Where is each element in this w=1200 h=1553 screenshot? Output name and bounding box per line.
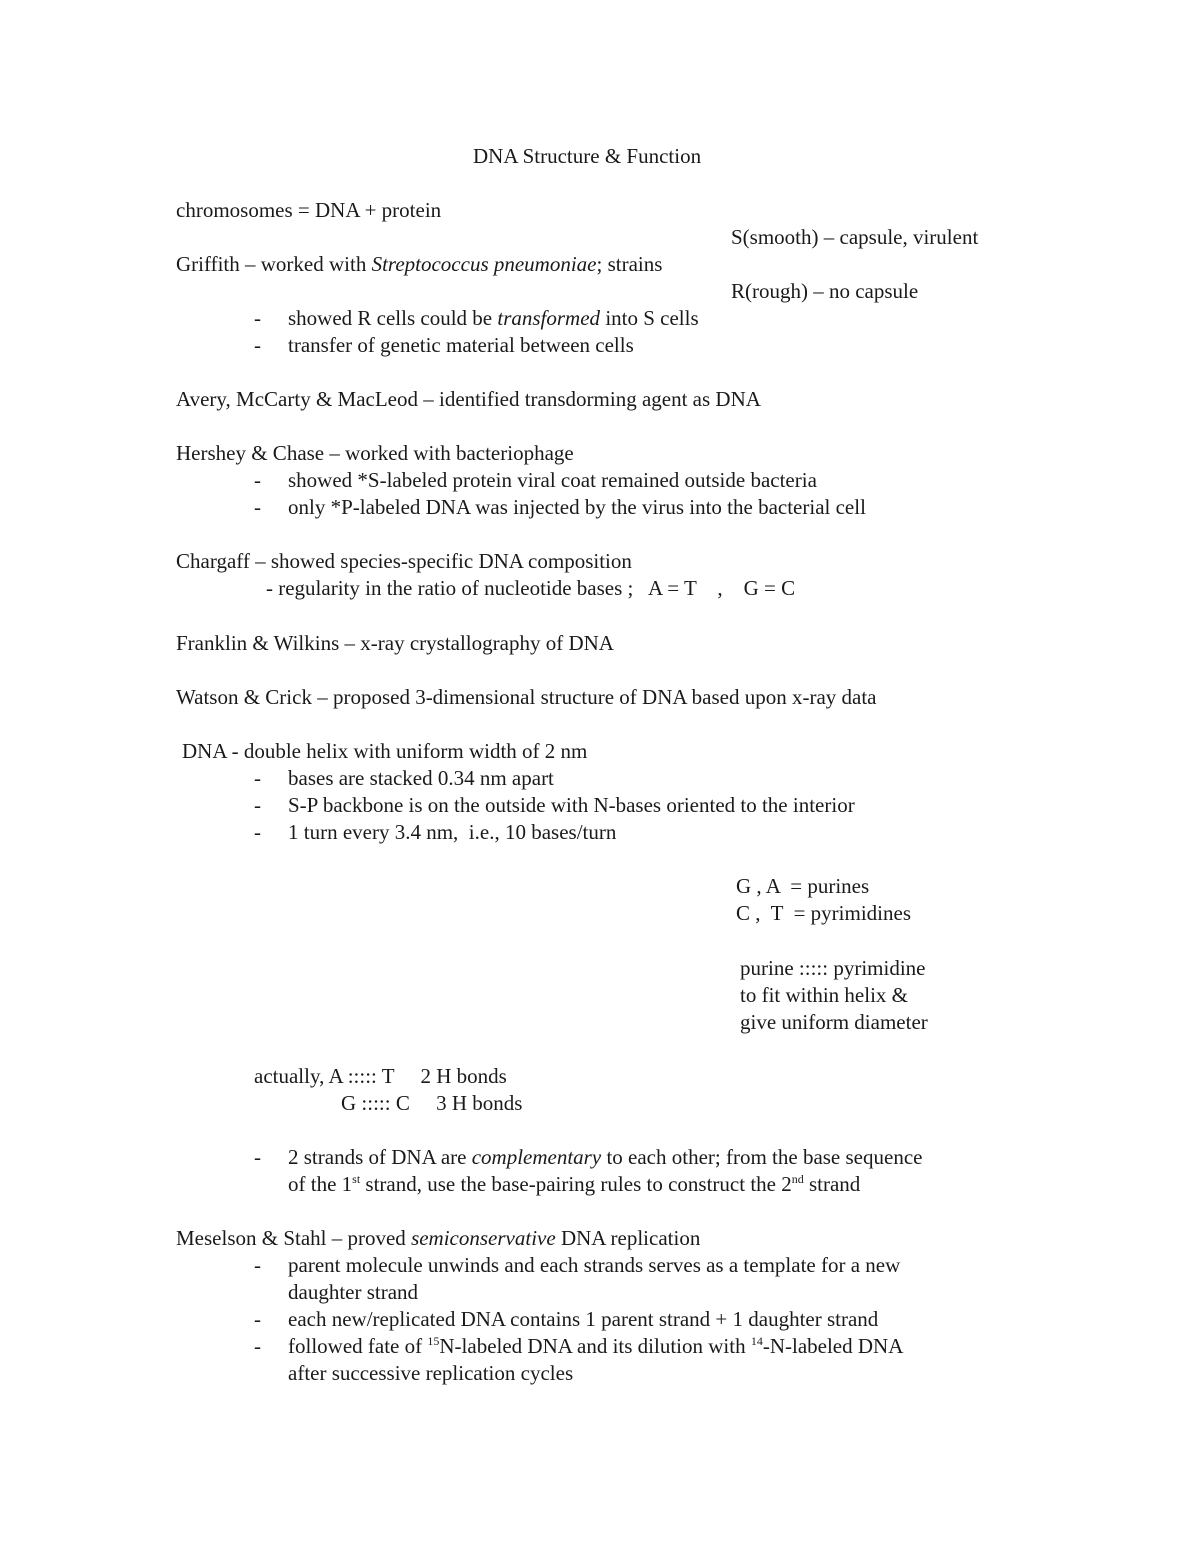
bullet-dash: -: [254, 1145, 261, 1169]
dna-bullet-2: S-P backbone is on the outside with N-bases oriented to the interior: [288, 793, 855, 817]
franklin-line: Franklin & Wilkins – x-ray crystallography of DNA: [176, 631, 614, 655]
bullet-dash: -: [254, 1334, 261, 1358]
hbonds-gc: G ::::: C 3 H bonds: [341, 1091, 523, 1115]
page-title: DNA Structure & Function: [473, 144, 702, 168]
meselson-bullet-1a: parent molecule unwinds and each strands serves as a template for a new: [288, 1253, 901, 1277]
griffith-bullet-2: transfer of genetic material between cells: [288, 333, 634, 357]
griffith-smooth-strain: S(smooth) – capsule, virulent: [731, 225, 979, 249]
meselson-heading: Meselson & Stahl – proved semiconservative DNA replication: [176, 1226, 701, 1250]
bullet-dash: -: [254, 766, 261, 790]
meselson-bullet-3a: followed fate of $^{15}$N-labeled DNA and its dilution with $^{14}$-N-labeled DNA: [288, 1334, 904, 1358]
species-name: Streptococcus pneumoniae: [371, 252, 597, 276]
bullet-dash: -: [254, 793, 261, 817]
bullet-dash: -: [254, 333, 261, 357]
pairing-note-3: give uniform diameter: [740, 1010, 928, 1034]
meselson-bullet-2: each new/replicated DNA contains 1 parent strand + 1 daughter strand: [288, 1307, 879, 1331]
bullet-dash: -: [254, 1253, 261, 1277]
bullet-dash: -: [254, 306, 261, 330]
pairing-note-1: purine ::::: pyrimidine: [740, 956, 926, 980]
complementary-line-1: 2 strands of DNA are complementary to each other; from the base sequence: [288, 1145, 923, 1169]
bullet-dash: -: [254, 495, 261, 519]
complementary-line-2: of the 1st strand, use the base-pairing rules to construct the 2nd strand: [288, 1172, 861, 1196]
bullet-dash: -: [254, 820, 261, 844]
griffith-bullet-1: showed R cells could be transformed into S cells: [288, 306, 699, 330]
dna-bullet-1: bases are stacked 0.34 nm apart: [288, 766, 554, 790]
dna-heading: DNA - double helix with uniform width of 2 nm: [182, 739, 588, 763]
dna-bullet-3: 1 turn every 3.4 nm, i.e., 10 bases/turn: [288, 820, 617, 844]
purines-line: G , A = purines: [736, 874, 870, 898]
meselson-bullet-1b: daughter strand: [288, 1280, 419, 1304]
pyrimidines-line: C , T = pyrimidines: [736, 901, 911, 925]
meselson-bullet-3b: after successive replication cycles: [288, 1361, 574, 1385]
chromosomes-line: chromosomes = DNA + protein: [176, 198, 442, 222]
bullet-dash: -: [254, 1307, 261, 1331]
chargaff-subline: - regularity in the ratio of nucleotide bases ; A = T , G = C: [266, 576, 796, 600]
hbonds-at: actually, A ::::: T 2 H bonds: [254, 1064, 507, 1088]
avery-line: Avery, McCarty & MacLeod – identified transdorming agent as DNA: [176, 387, 761, 411]
hershey-bullet-2: only *P-labeled DNA was injected by the virus into the bacterial cell: [288, 495, 866, 519]
chargaff-heading: Chargaff – showed species-specific DNA composition: [176, 549, 632, 573]
watson-line: Watson & Crick – proposed 3-dimensional structure of DNA based upon x-ray data: [176, 685, 877, 709]
pairing-note-2: to fit within helix &: [740, 983, 908, 1007]
griffith-heading: Griffith – worked with Streptococcus pneumoniae; strains: [176, 252, 663, 276]
hershey-bullet-1: showed *S-labeled protein viral coat remained outside bacteria: [288, 468, 817, 492]
bullet-dash: -: [254, 468, 261, 492]
griffith-rough-strain: R(rough) – no capsule: [731, 279, 919, 303]
hershey-heading: Hershey & Chase – worked with bacteriophage: [176, 441, 574, 465]
